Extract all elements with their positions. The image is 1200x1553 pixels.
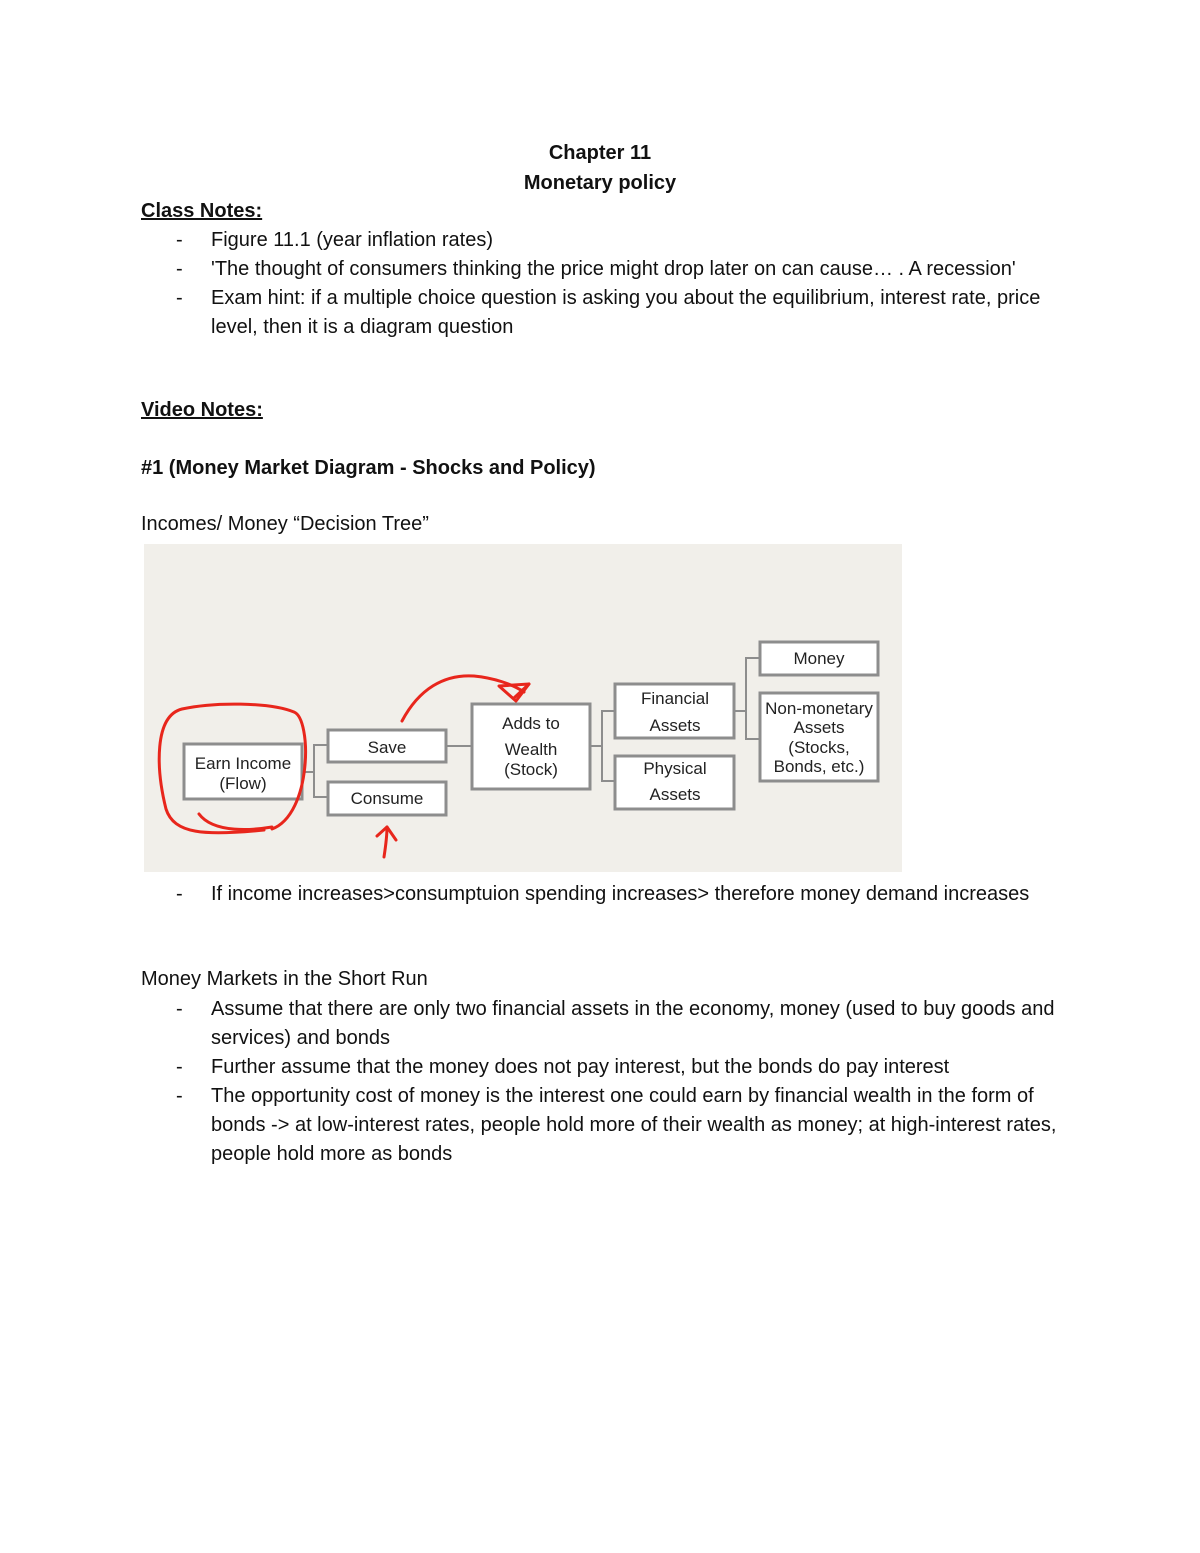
diagram-svg <box>144 544 902 872</box>
earn-income-sublabel: (Flow) <box>219 774 267 793</box>
class-notes-list <box>141 226 1071 342</box>
class-notes-heading: Class Notes: <box>141 200 263 222</box>
physical-label: Physical <box>643 759 707 778</box>
stock-label: (Stock) <box>504 760 558 779</box>
list-item: - Further assume that the money does not pay interest, but the bonds do pay interest <box>176 1056 950 1078</box>
save-label: Save <box>367 738 407 757</box>
list-item: - Assume that there are only two financial assets in the economy, money (used to buy goods and services) and bonds <box>176 998 1055 1049</box>
list-item: - 'The thought of consumers thinking the price might drop later on can cause… . A recession' <box>176 258 1016 280</box>
stocks-label: (Stocks, <box>788 738 850 757</box>
bonds-etc-label: Bonds, etc.) <box>773 757 865 776</box>
short-run-list <box>141 995 1071 1169</box>
decision-tree-diagram <box>144 544 902 872</box>
circle-tail-annotation <box>199 814 272 829</box>
video-notes-heading: Video Notes: <box>141 399 263 421</box>
up-arrow-shaft-annotation <box>384 827 387 857</box>
earn-income-label: Earn Income <box>194 754 292 773</box>
non-monetary-label: Non-monetary <box>765 699 873 718</box>
wealth-label: Wealth <box>504 740 558 759</box>
non-monetary-assets-label: Assets <box>793 718 845 737</box>
money-label: Money <box>793 649 845 668</box>
physical-assets-label: Assets <box>649 785 701 804</box>
chapter-title: Chapter 11 <box>548 142 652 164</box>
financial-assets-label: Assets <box>649 716 701 735</box>
financial-label: Financial <box>640 689 710 708</box>
adds-to-label: Adds to <box>502 714 560 733</box>
diagram-note-list <box>141 880 1071 909</box>
list-item: - Exam hint: if a multiple choice question is asking you about the equilibrium, interest rate, price level, then it is a diagram question <box>176 287 1041 338</box>
section-title: #1 (Money Market Diagram - Shocks and Policy) <box>141 457 596 479</box>
chapter-subtitle: Monetary policy <box>523 172 677 194</box>
list-item: - The opportunity cost of money is the interest one could earn by financial wealth in the form of bonds -> at low-interest rates, people hold more of their wealth as money; at high-interest rates, people hold more as bonds <box>176 1085 1057 1165</box>
consume-label: Consume <box>350 789 424 808</box>
decision-tree-label: Incomes/ Money “Decision Tree” <box>141 513 429 535</box>
list-item: - Figure 11.1 (year inflation rates) <box>176 229 493 251</box>
short-run-title: Money Markets in the Short Run <box>141 968 428 990</box>
list-item: - If income increases>consumptuion spending increases> therefore money demand increases <box>176 883 1030 905</box>
